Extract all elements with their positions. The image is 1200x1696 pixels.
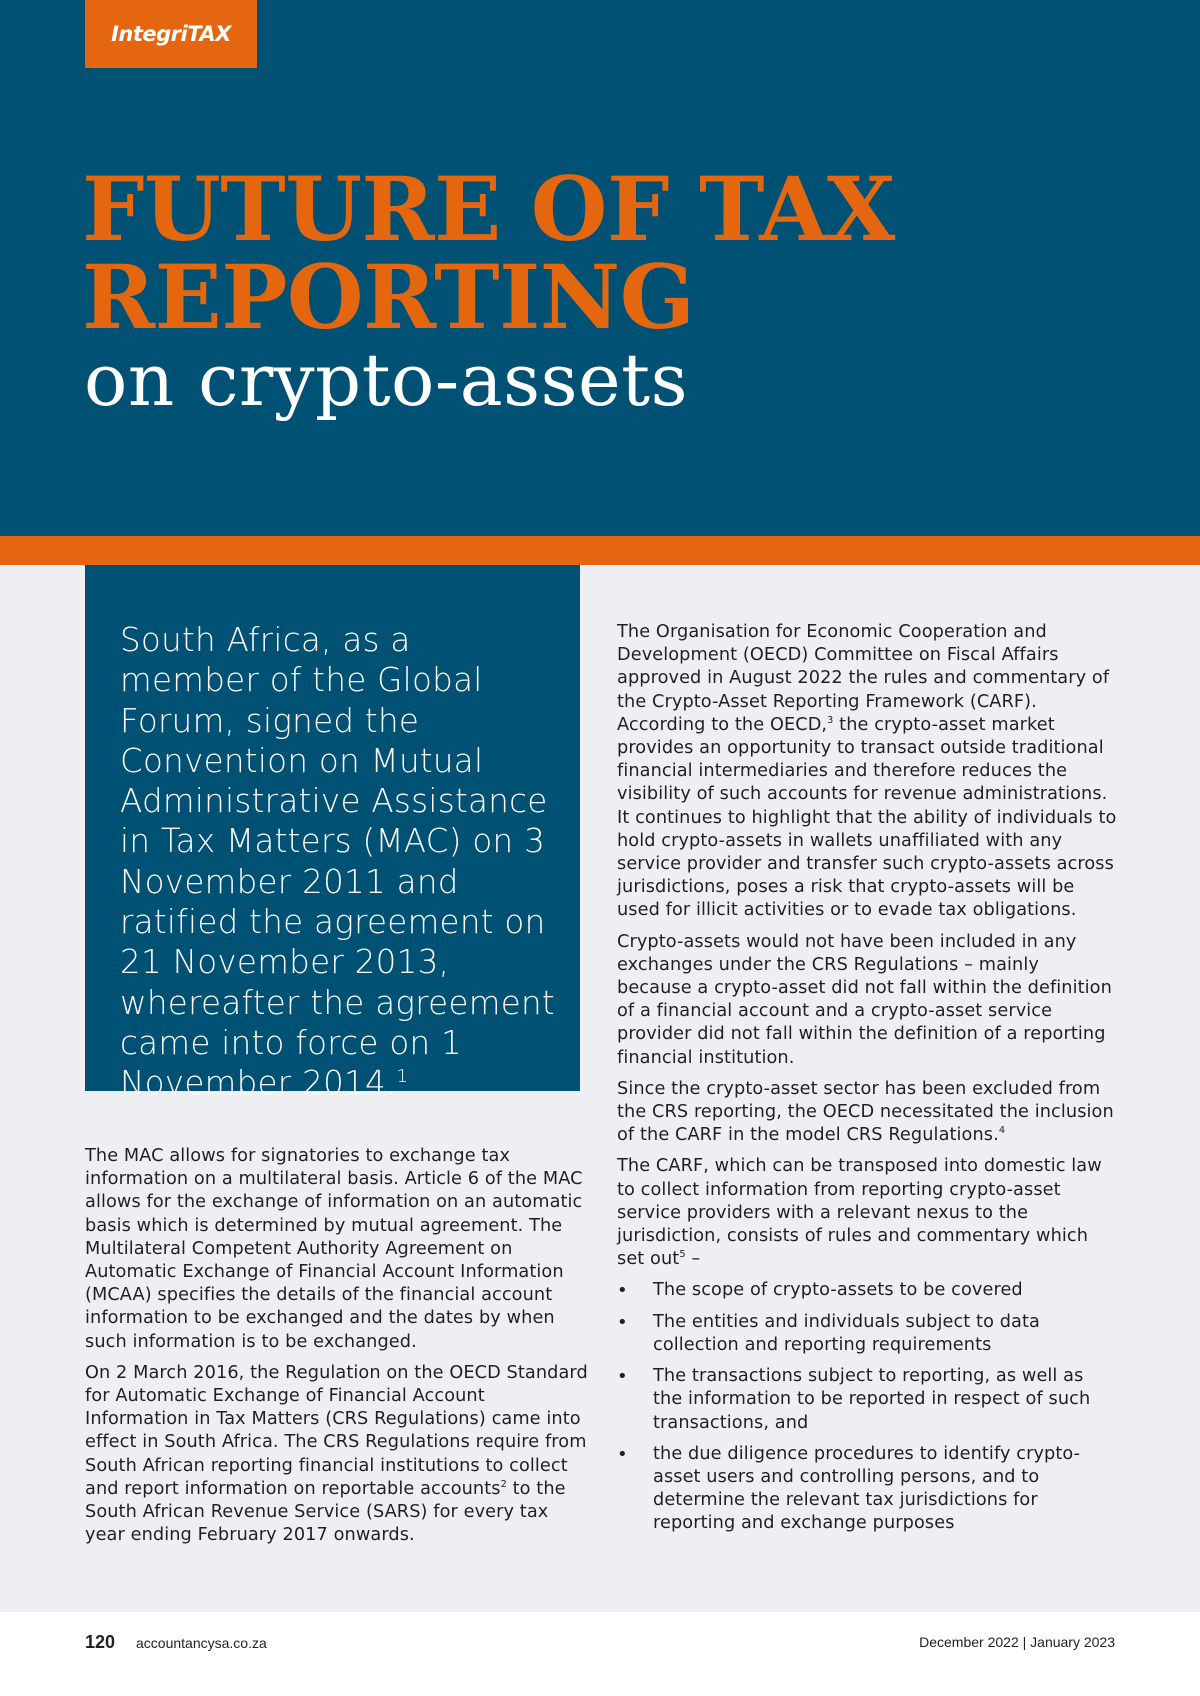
footer-url: accountancysa.co.za [136,1635,267,1651]
paragraph-text: The CARF, which can be transposed into domestic law to collect information from reporting crypto-asset service providers with a relevant nexus to the jurisdiction, consists of rules and commentary which set out [617,1156,1102,1270]
article-title-line-1: FUTURE OF TAX [82,157,895,261]
paragraph-text: The Organisation for Economic Cooperation and Development (OECD) Committee on Fiscal Affairs approved in August 2022 the rules and commentary of the Crypto-Asset Reporting Framework (CARF). According to the OECD, [617,622,1110,735]
paragraph-crs-regulations [85,1362,592,1548]
integritax-logo: IntegriTAX [85,0,257,68]
paragraph-text: On 2 March 2016, the Regulation on the OECD Standard for Automatic Exchange of Financial Account Information in Tax Matters (CRS Regulations) came into effect in South Africa. The CRS Regulations require from South African reporting financial institutions to collect and report information on reportable accounts [85,1362,588,1499]
paragraph-carf-rules [617,1155,1117,1271]
header-accent-band [0,536,1200,565]
pull-quote-text [120,620,560,1104]
page-number: 120 [85,1632,116,1652]
footnote-ref-3: 3 [827,714,834,726]
paragraph-text: Since the crypto-asset sector has been excluded from the CRS reporting, the OECD necessitated the inclusion of the CARF in the model CRS Regulations. [617,1078,1114,1146]
right-column [617,621,1117,1544]
issue-date: December 2022 | January 2023 [919,1634,1115,1650]
article-subtitle: on crypto-assets [84,338,689,422]
paragraph-text: to the South African Revenue Service (SARS) for every tax year ending February 2017 onwards. [85,1478,566,1546]
paragraph-crypto-exclusion: Crypto-assets would not have been included in any exchanges under the CRS Regulations – mainly because a crypto-asset did not fall within the definition of a financial account and a crypto-asset service provider did not fall within the definition of a reporting financial institution. [617,931,1112,1068]
list-item: • the due diligence procedures to identify crypto-asset users and controlling persons, and to determine the relevant tax jurisdictions for reporting and exchange purposes [617,1443,1117,1536]
footnote-ref-5: 5 [679,1249,686,1261]
paragraph-oecd-carf [617,621,1117,923]
carf-bullet-list [617,1279,1117,1535]
article-title [82,157,895,349]
pull-quote-body: South Africa, as a member of the Global Forum, signed the Convention on Mutual Administrative Assistance in Tax Matters (MAC) on 3 November 2011 and ratified the agreement on 21 November 2013, whereafter the agreement came into force on 1 November 2014. [120,621,555,1103]
paragraph-text: – [685,1249,701,1270]
left-column [85,1145,592,1555]
article-title-line-2: REPORTING [82,245,695,349]
paragraph-text: the crypto-asset market provides an opportunity to transact outside traditional financial intermediaries and therefore reduces the visibility of such accounts for revenue administrations. It continues to highlight that the ability of individuals to hold crypto-assets in wallets unaffiliated with any service provider and transfer such crypto-assets across jurisdictions, poses a risk that crypto-assets will be used for illicit activities or to evade tax obligations. [617,714,1117,921]
pull-quote-box [85,565,580,1103]
paragraph-crs-inclusion [617,1078,1117,1148]
footer-background [0,1612,1200,1696]
list-item: • The scope of crypto-assets to be covered [617,1279,1117,1302]
footnote-ref-4: 4 [998,1125,1006,1137]
list-item: • The transactions subject to reporting, as well as the information to be reported in respect of such transactions, and [617,1365,1117,1435]
footnote-ref-2: 2 [500,1478,507,1490]
paragraph-mac: The MAC allows for signatories to exchange tax information on a multilateral basis. Article 6 of the MAC allows for the exchange of information on an automatic basis which is determined by mutual agreement. The Multilateral Competent Authority Agreement on Automatic Exchange of Financial Account Information (MCAA) specifies the details of the financial account information to be exchanged and the dates by when such information is to be exchanged. [85,1146,583,1352]
footnote-ref-1: 1 [396,1066,409,1088]
list-item: • The entities and individuals subject to data collection and reporting requirements [617,1311,1117,1357]
